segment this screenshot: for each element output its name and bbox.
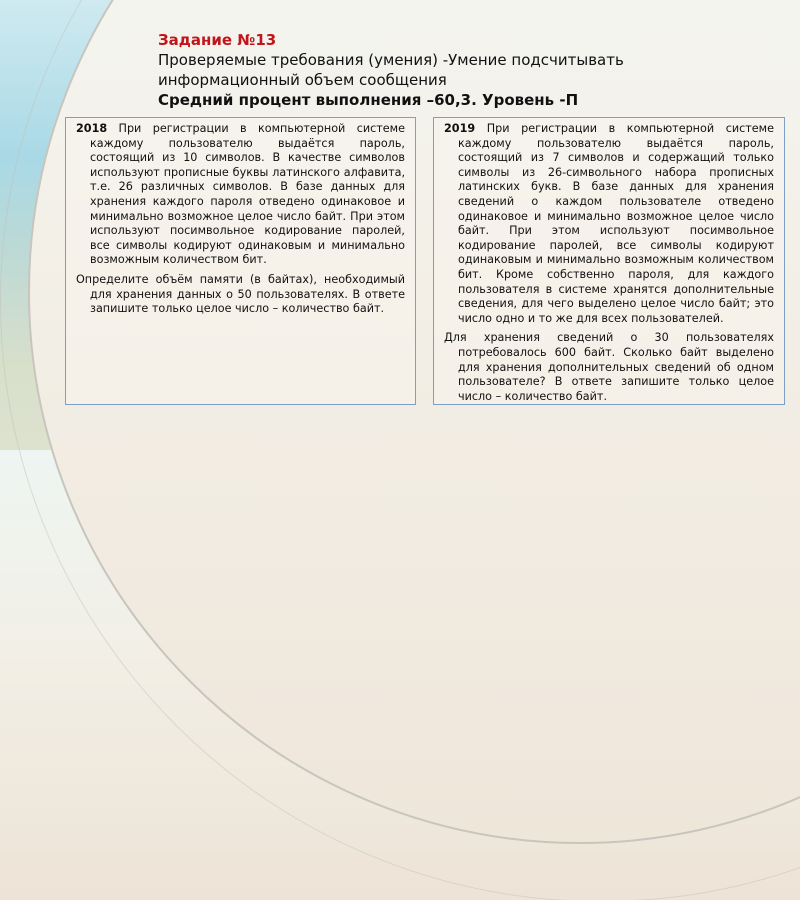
task-title: Задание №13 xyxy=(158,31,277,49)
task-2019-condition xyxy=(444,122,774,326)
year-label: 2019 xyxy=(444,122,476,135)
completion-stats: Средний процент выполнения –60,3. Уровень -П xyxy=(158,91,579,109)
task-2019-text: При регистрации в компьютерной системе каждому пользователю выдаётся пароль, состоящий из 7 символов и содержащий только символы из 26-символьного набора прописных латинских букв. В базе данных для хранения сведений о каждом пользователе отведено одинаковое и минимально возможное целое число байт. При этом используют посимвольное кодирование паролей, все символы кодируют одинаковым и минимально возможным количеством бит. Кроме собственно пароля, для каждого пользователя в системе хранятся дополнительные сведения, для чего выделено целое число байт; это число одно и то же для всех пользователей. xyxy=(458,122,774,325)
task-2018-question: Определите объём памяти (в байтах), необходимый для хранения данных о 50 пользователях. В ответе запишите только целое число – количество байт. xyxy=(76,272,405,316)
task-2019-question: Для хранения сведений о 30 пользователях потребовалось 600 байт. Сколько байт выделено для хранения дополнительных сведений об одном пользователе? В ответе запишите только целое число – количество байт. xyxy=(444,331,774,403)
task-2018-condition xyxy=(76,122,405,268)
requirement-line-1: Проверяемые требования (умения) -Умение подсчитывать xyxy=(158,51,624,69)
task-2018-text: При регистрации в компьютерной системе каждому пользователю выдаётся пароль, состоящий из 10 символов. В качестве символов используют прописные буквы латинского алфавита, т.е. 26 различных символов. В базе данных для хранения каждого пароля отведено одинаковое и минимально возможное целое число байт. При этом используют посимвольное кодирование паролей, все символы кодируют одинаковым и минимально возможным количеством бит. xyxy=(90,122,405,267)
task-box-2019 xyxy=(433,117,785,405)
slide-header xyxy=(158,30,778,110)
task-box-2018 xyxy=(65,117,416,405)
requirement-line-2: информационный объем сообщения xyxy=(158,71,447,89)
year-label: 2018 xyxy=(76,122,108,135)
